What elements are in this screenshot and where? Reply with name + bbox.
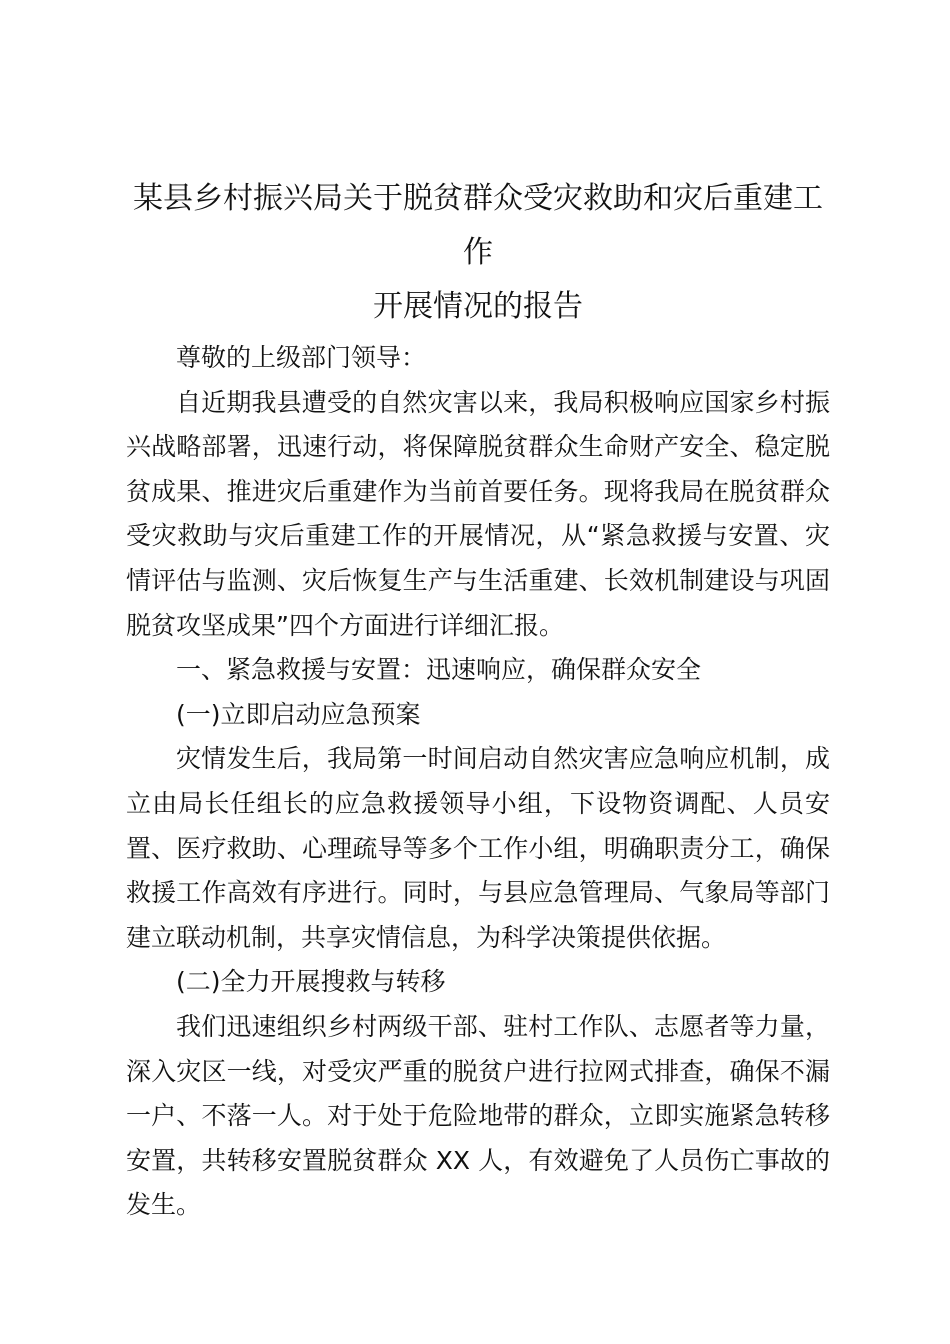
- subsection-1-paragraph: 灾情发生后，我局第一时间启动自然灾害应急响应机制，成立由局长任组长的应急救援领导小组，下设物资调配、人员安置、医疗救助、心理疏导等多个工作小组，明确职责分工，确保救援工作高效有序进行。同时，与县应急管理局、气象局等部门建立联动机制，共享灾情信息，为科学决策提供依据。: [126, 744, 830, 952]
- title-line-2: 开展情况的报告: [373, 289, 583, 324]
- subsection-1-heading: (一)立即启动应急预案: [176, 699, 421, 729]
- subsection-2-heading: (二)全力开展搜救与转移: [176, 967, 446, 997]
- intro-paragraph: 自近期我县遭受的自然灾害以来，我局积极响应国家乡村振兴战略部署，迅速行动，将保障脱贫群众生命财产安全、稳定脱贫成果、推进灾后重建作为当前首要任务。现将我局在脱贫群众受灾救助与灾后重建工作的开展情况，从“紧急救援与安置、灾情评估与监测、灾后恢复生产与生活重建、长效机制建设与巩固脱贫攻坚成果”四个方面进行详细汇报。: [126, 387, 830, 640]
- title-line-1: 某县乡村振兴局关于脱贫群众受灾救助和灾后重建工作: [133, 181, 823, 270]
- subsection-2-paragraph: 我们迅速组织乡村两级干部、驻村工作队、志愿者等力量，深入灾区一线，对受灾严重的脱贫户进行拉网式排查，确保不漏一户、不落一人。对于处于危险地带的群众，立即实施紧急转移安置，共转移安置脱贫群众 XX 人，有效避免了人员伤亡事故的发生。: [126, 1011, 830, 1220]
- section-1-heading: 一、紧急救援与安置：迅速响应，确保群众安全: [176, 655, 702, 685]
- salutation: 尊敬的上级部门领导：: [176, 343, 427, 372]
- document-body: [126, 172, 830, 1228]
- document-title: [126, 172, 830, 334]
